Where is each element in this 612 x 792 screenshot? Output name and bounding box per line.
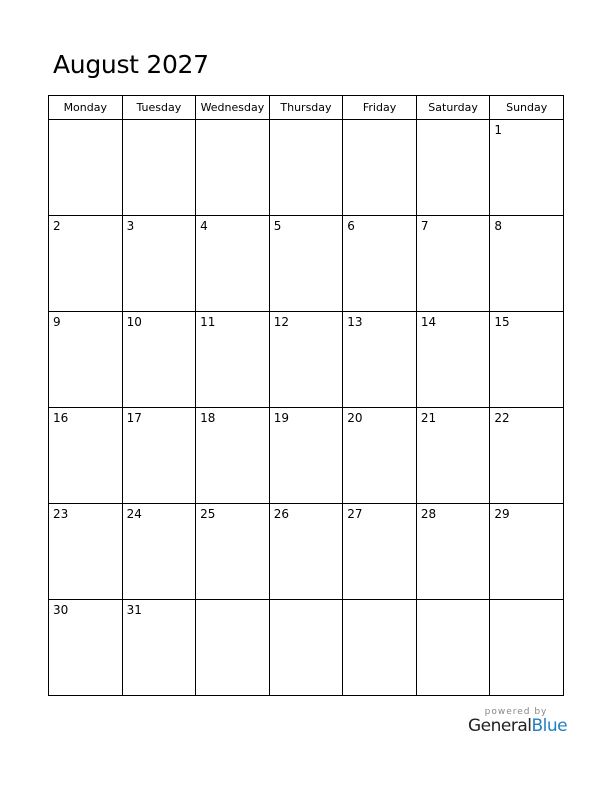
day-number: 15 xyxy=(494,315,510,329)
day-cell xyxy=(343,216,417,312)
week-row xyxy=(49,216,564,312)
day-cell xyxy=(416,312,490,408)
day-cell xyxy=(343,120,417,216)
weekday-header: Saturday xyxy=(416,96,490,120)
day-cell xyxy=(122,216,196,312)
weekday-header: Wednesday xyxy=(196,96,270,120)
day-cell xyxy=(416,216,490,312)
day-cell xyxy=(196,504,270,600)
day-cell xyxy=(269,408,343,504)
day-number xyxy=(123,120,196,123)
day-number: 24 xyxy=(126,507,142,521)
day-cell xyxy=(490,600,564,696)
day-number: 17 xyxy=(126,411,142,425)
day-cell xyxy=(49,408,123,504)
day-cell xyxy=(416,504,490,600)
day-number: 18 xyxy=(200,411,216,425)
day-cell xyxy=(343,504,417,600)
day-cell xyxy=(416,408,490,504)
day-number xyxy=(343,120,416,123)
brand-blue: Blue xyxy=(531,716,568,736)
day-cell xyxy=(122,600,196,696)
day-cell xyxy=(269,120,343,216)
day-number: 22 xyxy=(494,411,510,425)
week-row xyxy=(49,120,564,216)
day-number: 11 xyxy=(200,315,216,329)
day-number xyxy=(49,120,122,123)
day-cell xyxy=(490,312,564,408)
weekday-header: Friday xyxy=(343,96,417,120)
weekday-header: Thursday xyxy=(269,96,343,120)
day-number: 28 xyxy=(420,507,437,521)
day-number: 1 xyxy=(494,123,503,137)
day-number xyxy=(417,600,490,603)
day-cell xyxy=(196,216,270,312)
week-row xyxy=(49,504,564,600)
day-number xyxy=(270,600,343,603)
day-cell xyxy=(122,408,196,504)
weekday-header-row xyxy=(49,96,564,120)
day-number: 10 xyxy=(126,315,142,329)
day-cell xyxy=(343,600,417,696)
day-cell xyxy=(49,216,123,312)
brand-logo xyxy=(468,716,568,736)
day-cell xyxy=(49,312,123,408)
day-number: 25 xyxy=(200,507,216,521)
day-number xyxy=(270,120,343,123)
day-number xyxy=(343,600,416,603)
day-cell xyxy=(122,120,196,216)
day-number: 13 xyxy=(347,315,363,329)
week-row xyxy=(49,600,564,696)
day-number: 19 xyxy=(273,411,289,425)
brand-general: General xyxy=(468,716,532,736)
day-number xyxy=(417,120,490,123)
powered-by-text: powered by xyxy=(484,707,548,717)
day-number: 8 xyxy=(494,219,503,233)
day-number: 26 xyxy=(273,507,289,521)
day-number: 12 xyxy=(273,315,289,329)
day-cell xyxy=(416,120,490,216)
day-cell xyxy=(196,408,270,504)
day-cell xyxy=(490,216,564,312)
day-number: 16 xyxy=(53,411,69,425)
weekday-header: Sunday xyxy=(490,96,564,120)
day-number: 4 xyxy=(200,219,208,233)
day-number: 3 xyxy=(126,219,135,233)
day-cell xyxy=(196,600,270,696)
day-number: 21 xyxy=(420,411,437,425)
day-number xyxy=(490,600,563,603)
day-cell xyxy=(490,504,564,600)
week-row xyxy=(49,312,564,408)
day-cell xyxy=(122,504,196,600)
day-number: 6 xyxy=(347,219,355,233)
calendar-grid xyxy=(48,95,564,696)
day-number: 20 xyxy=(347,411,363,425)
day-number: 27 xyxy=(347,507,363,521)
day-number: 7 xyxy=(420,219,429,233)
day-cell xyxy=(269,312,343,408)
day-cell xyxy=(196,120,270,216)
day-cell xyxy=(49,120,123,216)
weekday-header: Tuesday xyxy=(122,96,196,120)
day-number: 9 xyxy=(53,315,61,329)
day-cell xyxy=(269,600,343,696)
day-cell xyxy=(490,408,564,504)
footer-branding xyxy=(468,707,568,736)
day-cell xyxy=(343,408,417,504)
day-cell xyxy=(269,216,343,312)
day-cell xyxy=(196,312,270,408)
day-cell xyxy=(49,600,123,696)
day-cell xyxy=(343,312,417,408)
day-number: 30 xyxy=(53,603,69,617)
week-row xyxy=(49,408,564,504)
day-cell xyxy=(416,600,490,696)
day-number: 2 xyxy=(53,219,61,233)
day-cell xyxy=(122,312,196,408)
day-cell xyxy=(269,504,343,600)
calendar-title: August 2027 xyxy=(53,50,209,79)
day-number: 23 xyxy=(53,507,69,521)
day-number xyxy=(196,600,269,603)
weekday-header: Monday xyxy=(49,96,123,120)
day-cell xyxy=(490,120,564,216)
day-cell xyxy=(49,504,123,600)
day-number xyxy=(196,120,269,123)
day-number: 5 xyxy=(273,219,282,233)
day-number: 29 xyxy=(494,507,510,521)
day-number: 31 xyxy=(126,603,142,617)
day-number: 14 xyxy=(420,315,437,329)
